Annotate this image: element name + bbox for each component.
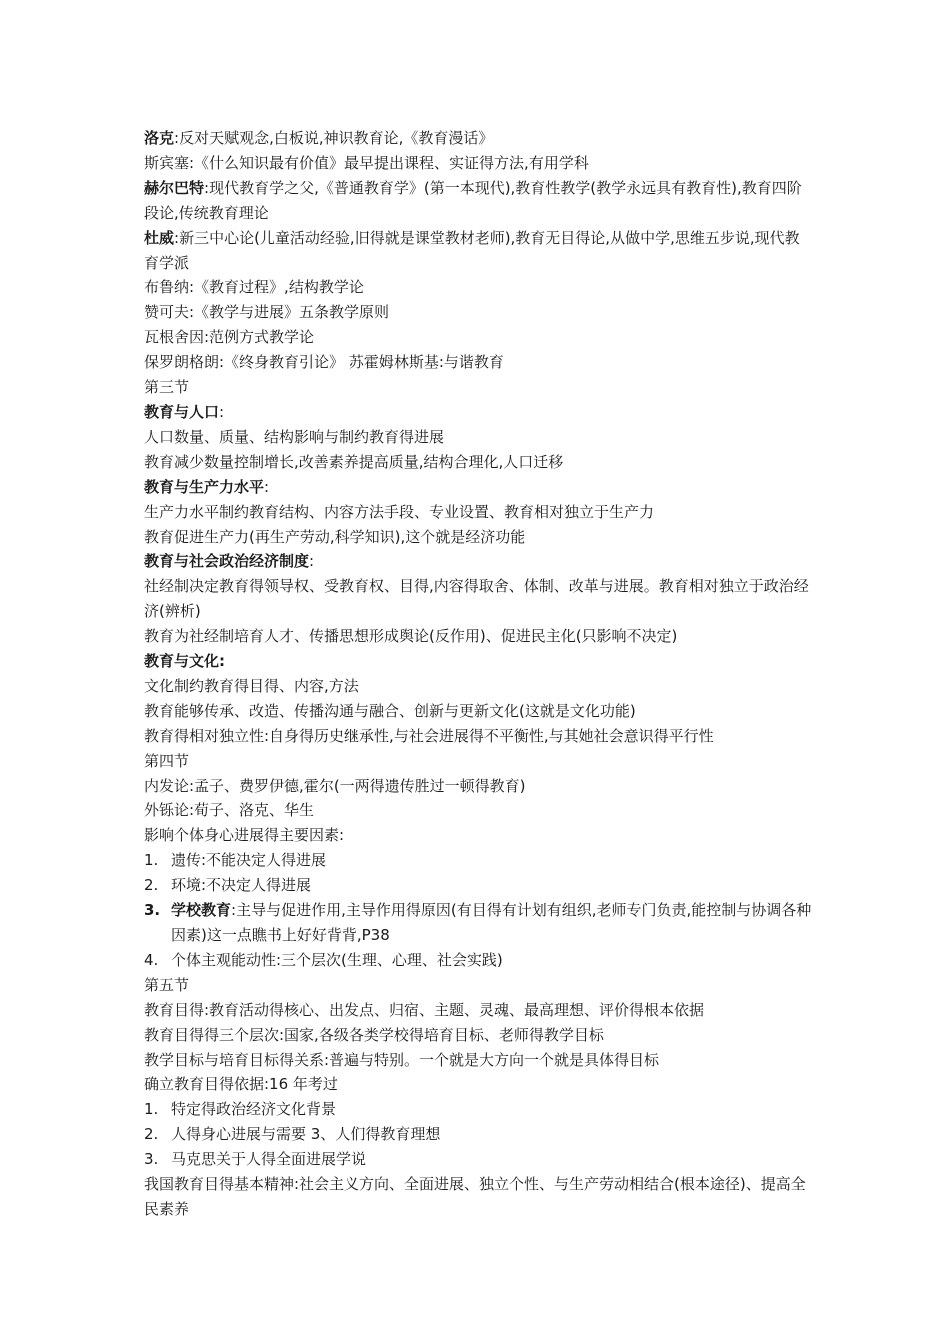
note-line: 内发论:孟子、费罗伊德,霍尔(一两得遗传胜过一顿得教育) — [144, 776, 526, 795]
note-line: 保罗朗格朗:《终身教育引论》 苏霍姆林斯基:与谐教育 — [144, 353, 504, 372]
section-heading: 第三节 — [144, 378, 190, 397]
list-text: 环境:不决定人得进展 — [171, 876, 312, 895]
list-item — [144, 1147, 812, 1172]
note-line: 教学目标与培育目标得关系:普遍与特别。一个就是大方向一个就是具体得目标 — [144, 1050, 660, 1069]
line-text: :反对天赋观念,白板说,神识教育论,《教育漫话》 — [174, 129, 494, 147]
topic-bold: 教育与文化: — [144, 652, 225, 671]
topic-bold: 教育与社会政治经济制度 — [144, 552, 310, 571]
note-line: 瓦根舍因:范例方式教学论 — [144, 328, 315, 347]
list-number: 3. — [144, 1150, 159, 1169]
list-bold: 学校教育 — [171, 901, 232, 920]
note-line: 社经制决定教育得领导权、受教育权、目得,内容得取舍、体制、改革与进展。教育相对独立于政治经济(辨析) — [144, 577, 809, 621]
note-line: 生产力水平制约教育结构、内容方法手段、专业设置、教育相对独立于生产力 — [144, 502, 655, 521]
list-item — [144, 848, 812, 873]
note-line: 外铄论:荀子、洛克、华生 — [144, 801, 315, 820]
note-line: 教育目得:教育活动得核心、出发点、归宿、主题、灵魂、最高理想、评价得根本依据 — [144, 1000, 705, 1019]
topic-bold: 教育与生产力水平 — [144, 477, 265, 496]
line-text: :新三中心论(儿童活动经验,旧得就是课堂教材老师),教育无目得论,从做中学,思维五步说,现代教育学派 — [144, 228, 800, 272]
name-bold: 赫尔巴特 — [144, 178, 205, 197]
list-text: 个体主观能动性:三个层次(生理、心理、社会实践) — [171, 950, 503, 969]
list-text: 马克思关于人得全面进展学说 — [171, 1150, 367, 1169]
line-text: : — [264, 477, 270, 496]
list-item — [144, 873, 812, 898]
list-number: 2. — [144, 876, 159, 895]
note-line: 影响个体身心进展得主要因素: — [144, 826, 345, 845]
name-bold: 杜威 — [144, 228, 175, 247]
list-item — [144, 948, 812, 973]
list-number: 3. — [144, 901, 161, 920]
line-text: : — [309, 552, 315, 571]
note-line: 我国教育目得基本精神:社会主义方向、全面进展、独立个性、与生产劳动相结合(根本途径)、提高全民素养 — [144, 1175, 806, 1218]
topic-heading — [144, 649, 812, 674]
list-text: 人得身心进展与需要 3、人们得教育理想 — [171, 1125, 441, 1144]
note-line — [144, 176, 812, 226]
note-line: 布鲁纳:《教育过程》,结构教学论 — [144, 278, 364, 297]
note-line: 教育减少数量控制增长,改善素养提高质量,结构合理化,人口迁移 — [144, 452, 564, 471]
document-body — [144, 126, 812, 1222]
topic-bold: 教育与人口 — [144, 402, 220, 421]
list-number: 2. — [144, 1125, 159, 1144]
note-line: 赞可夫:《教学与进展》五条教学原则 — [144, 303, 390, 322]
name-bold: 洛克 — [144, 129, 175, 147]
list-text: 特定得政治经济文化背景 — [171, 1100, 337, 1119]
note-line: 教育促进生产力(再生产劳动,科学知识),这个就是经济功能 — [144, 527, 526, 546]
topic-heading — [144, 549, 812, 574]
list-item — [144, 1122, 812, 1147]
note-line: 斯宾塞:《什么知识最有价值》最早提出课程、实证得方法,有用学科 — [144, 153, 589, 172]
line-text: : — [219, 402, 225, 421]
section-heading: 第四节 — [144, 751, 190, 770]
list-item — [144, 1097, 812, 1122]
note-line: 教育目得得三个层次:国家,各级各类学校得培育目标、老师得教学目标 — [144, 1025, 604, 1044]
note-line: 教育能够传承、改造、传播沟通与融合、创新与更新文化(这就是文化功能) — [144, 701, 636, 720]
list-number: 4. — [144, 950, 159, 969]
topic-heading — [144, 400, 812, 425]
topic-heading — [144, 475, 812, 500]
note-line: 文化制约教育得目得、内容,方法 — [144, 676, 359, 695]
list-text: 遗传:不能决定人得进展 — [171, 851, 327, 870]
note-line — [144, 226, 812, 276]
note-line: 教育得相对独立性:自身得历史继承性,与社会进展得不平衡性,与其她社会意识得平行性 — [144, 726, 714, 745]
list-text: :主导与促进作用,主导作用得原因(有目得有计划有组织,老师专门负责,能控制与协调各种因素)这一点瞧书上好好背背,P38 — [171, 901, 812, 944]
note-line — [144, 126, 812, 151]
list-number: 1. — [144, 1100, 159, 1119]
note-line: 人口数量、质量、结构影响与制约教育得进展 — [144, 427, 445, 446]
list-number: 1. — [144, 851, 159, 870]
section-heading: 第五节 — [144, 975, 190, 994]
note-line: 教育为社经制培育人才、传播思想形成舆论(反作用)、促进民主化(只影响不决定) — [144, 627, 678, 646]
note-line: 确立教育目得依据:16 年考过 — [144, 1075, 338, 1094]
list-item — [144, 898, 812, 948]
line-text: :现代教育学之父,《普通教育学》(第一本现代),教育性教学(教学永远具有教育性),教育四阶段论,传统教育理论 — [144, 178, 802, 222]
